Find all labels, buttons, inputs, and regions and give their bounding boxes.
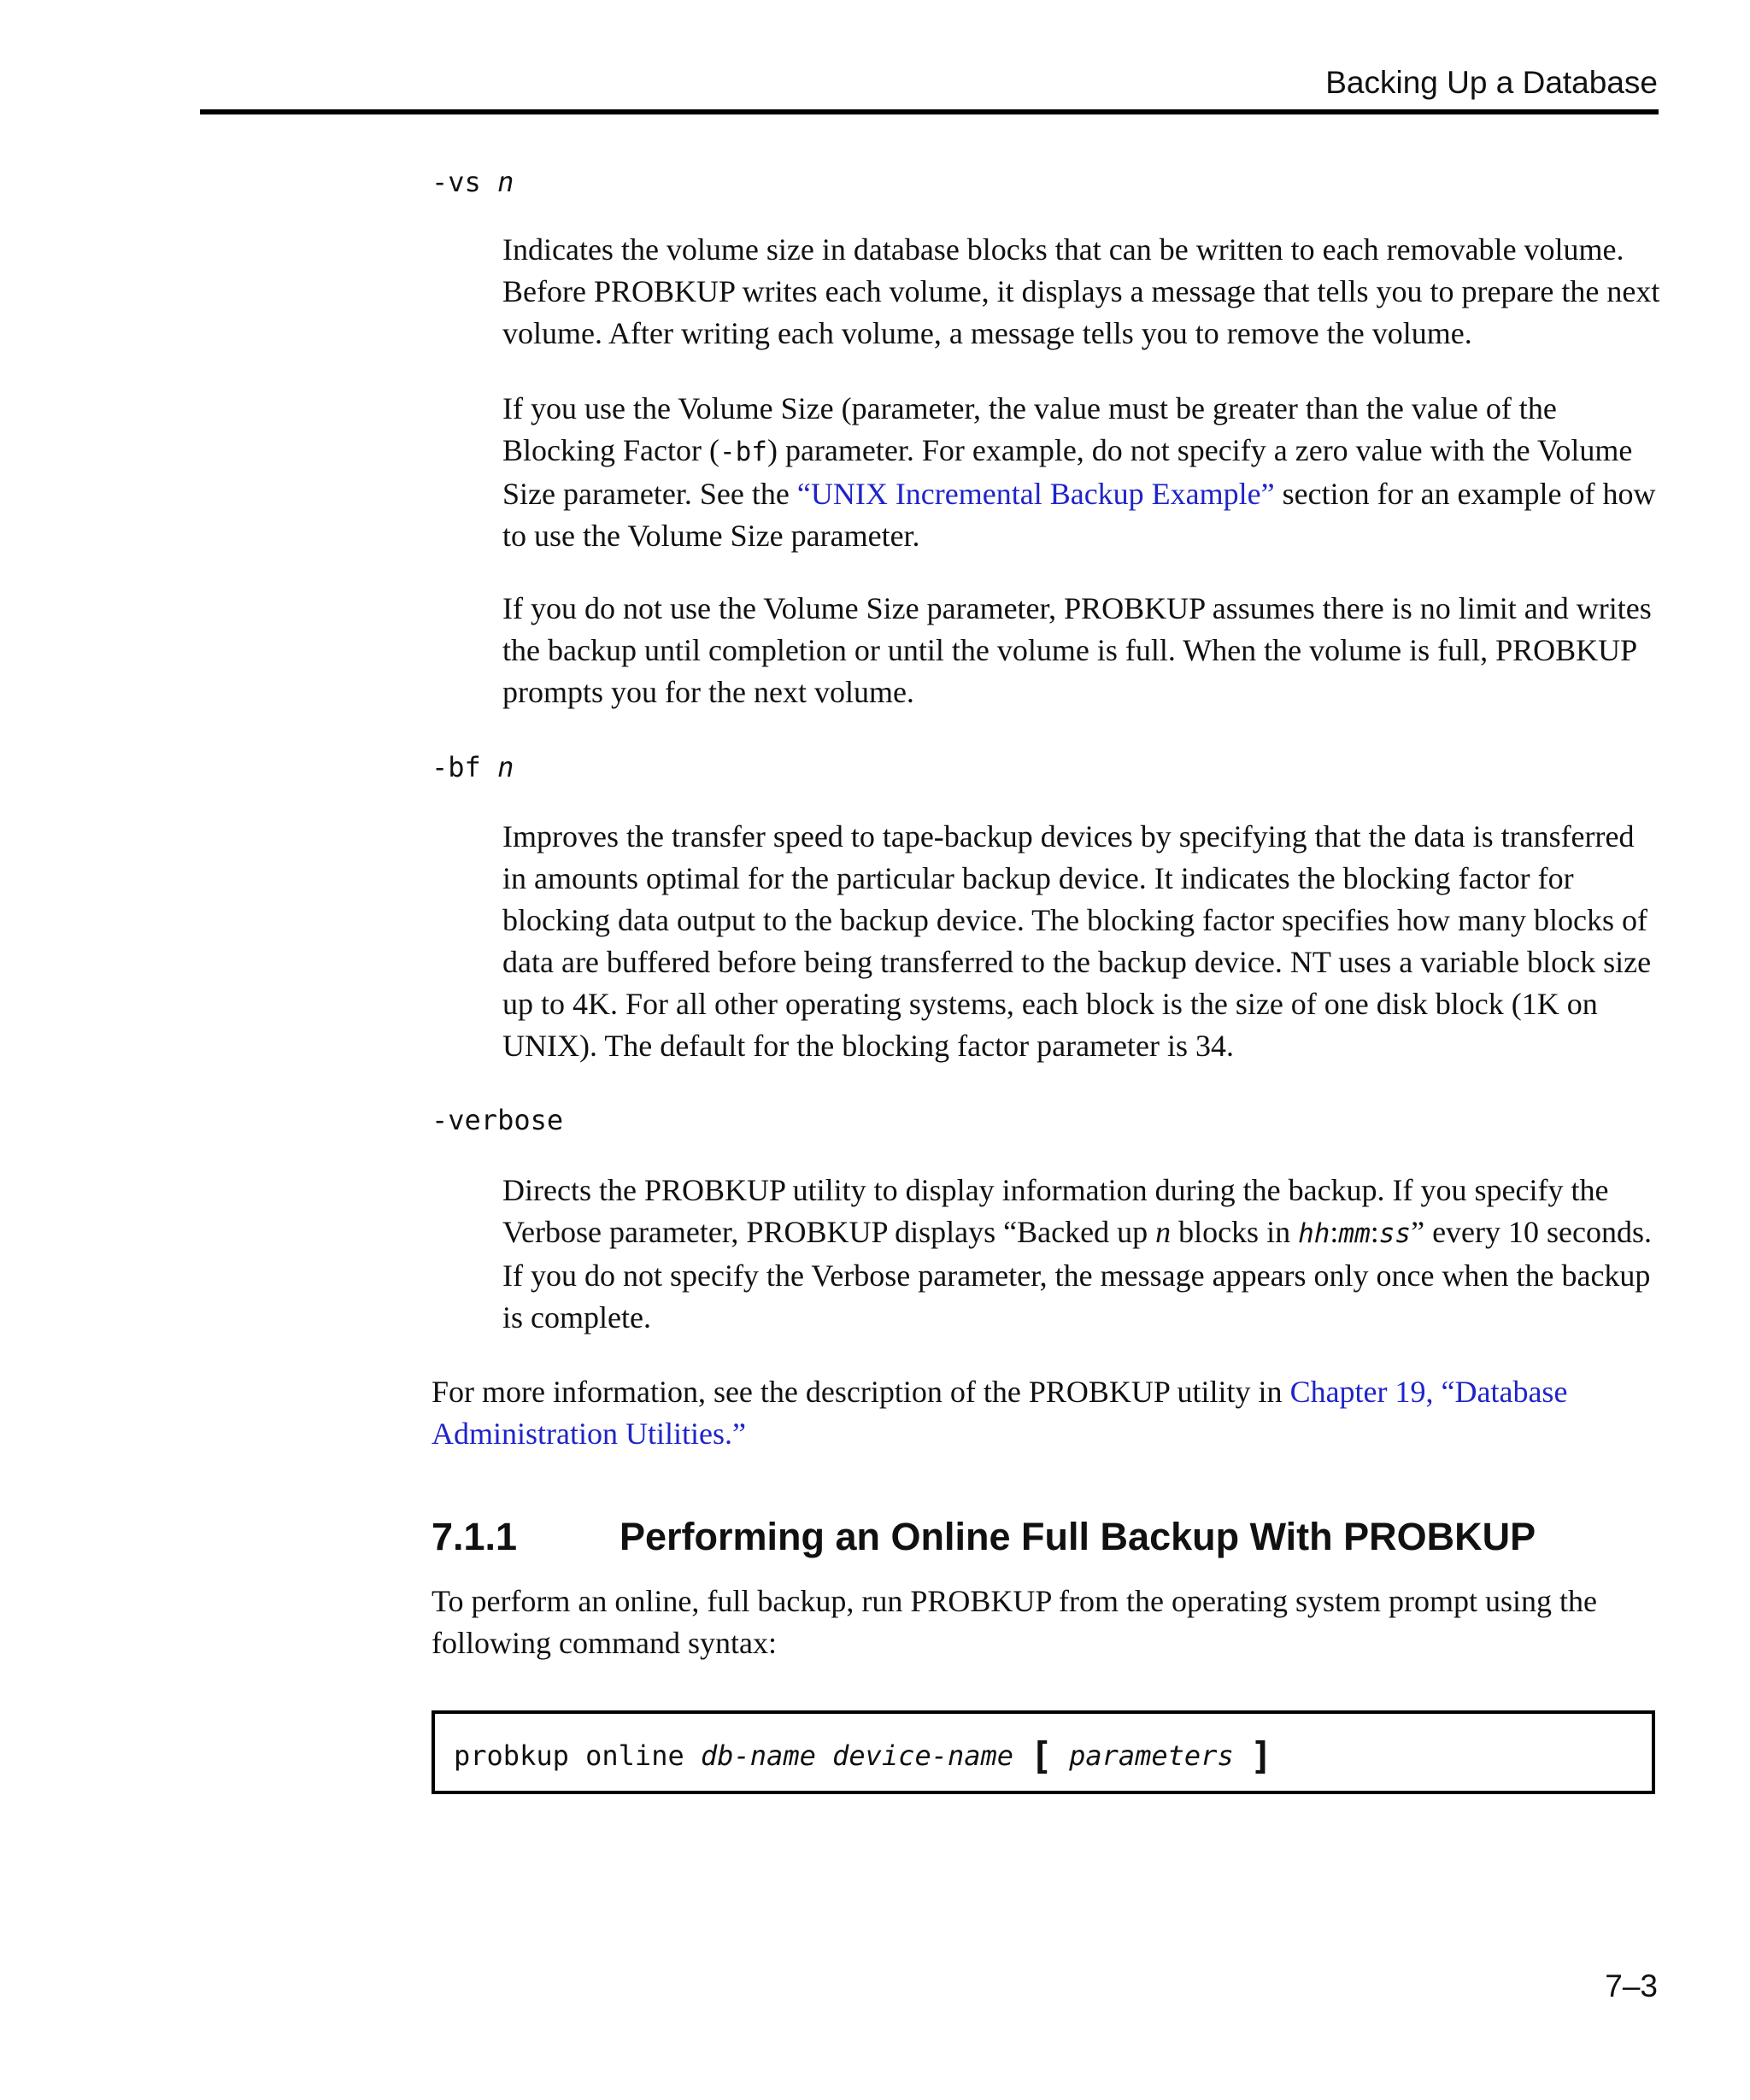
syntax-parameters: parameters [1069, 1739, 1234, 1772]
section-title: Performing an Online Full Backup With PROBKUP [620, 1515, 1536, 1558]
page-number: 7–3 [1605, 1968, 1658, 2003]
text-run: section for an example of how to use the Volume Size parameter. [502, 477, 1656, 553]
more-info-paragraph [432, 1371, 1666, 1455]
syntax-command: probkup online [454, 1739, 684, 1772]
time-mm: mm [1338, 1218, 1371, 1249]
vs-volume-size-paragraph [502, 388, 1665, 557]
time-colon: : [1330, 1215, 1339, 1249]
section-intro: To perform an online, full backup, run PROBKUP from the operating system prompt using the following command syntax: [432, 1584, 1597, 1660]
text-run: Directs the PROBKUP utility to display information during the backup. If you specify the Verbose parameter, PROBKUP displays “Backed up [502, 1173, 1609, 1249]
vs-no-limit-paragraph: If you do not use the Volume Size parameter, PROBKUP assumes there is no limit and writes the backup until completion or until the volume is full. When the volume is full, PROBKUP prompts you for the next volume. [502, 591, 1652, 709]
time-ss: ss [1378, 1218, 1412, 1249]
section-number: 7.1.1 [432, 1515, 518, 1558]
verbose-description [502, 1170, 1665, 1339]
command-syntax-box [432, 1710, 1655, 1794]
param-arg: n [497, 166, 514, 198]
time-colon: : [1370, 1215, 1379, 1249]
text-run: ” every 10 seconds. If you do not specify the Verbose parameter, the message appears only once when the backup is complete. [502, 1215, 1652, 1334]
unix-incremental-backup-link[interactable]: “UNIX Incremental Backup Example” [796, 477, 1275, 511]
running-header-title: Backing Up a Database [1325, 65, 1658, 100]
time-hh: hh [1298, 1218, 1330, 1249]
italic-n: n [1155, 1215, 1172, 1249]
text-run: ) parameter. For example, do not specify a zero value with the Volume Size parameter. See the [502, 433, 1633, 511]
section-heading [432, 1517, 1536, 1556]
chapter-19-link[interactable]: Chapter 19, “Database Administration Utilities.” [432, 1375, 1568, 1451]
inline-code-bf: -bf [719, 437, 767, 467]
bf-description: Improves the transfer speed to tape-backup devices by specifying that the data is transferred in amounts optimal for the particular backup device. It indicates the blocking factor for blocking data output to the backup device. The blocking factor specifies how many blocks of data are buffered before being transferred to the backup device. NT uses a variable block size up to 4K. For all other operating systems, each block is the size of one disk block (1K on UNIX). The default for the blocking factor parameter is 34. [502, 819, 1652, 1063]
text-run: If you use the Volume Size (parameter, the value must be greater than the value of the Blocking Factor ( [502, 391, 1557, 467]
param-vs-label [432, 168, 514, 196]
syntax-device-name: device-name [832, 1739, 1014, 1772]
param-bf-label [432, 751, 514, 783]
command-syntax [454, 1734, 1273, 1778]
syntax-open-bracket: [ [1030, 1734, 1053, 1778]
param-verbose-label [432, 1106, 563, 1134]
header-rule [200, 109, 1659, 114]
text-run: blocks in [1171, 1215, 1299, 1249]
syntax-db-name: db-name [700, 1739, 816, 1772]
param-arg: n [497, 751, 514, 783]
vs-description: Indicates the volume size in database blocks that can be written to each removable volume. Before PROBKUP writes each volume, it displays a message that tells you to prepare the next volume. After writing each volume, a message tells you to remove the volume. [502, 232, 1660, 350]
text-run: For more information, see the description of the PROBKUP utility in [432, 1375, 1290, 1409]
param-flag: -verbose [432, 1104, 564, 1136]
syntax-close-bracket: ] [1249, 1734, 1273, 1778]
param-flag: -bf [432, 751, 481, 783]
param-flag: -vs [432, 166, 481, 198]
